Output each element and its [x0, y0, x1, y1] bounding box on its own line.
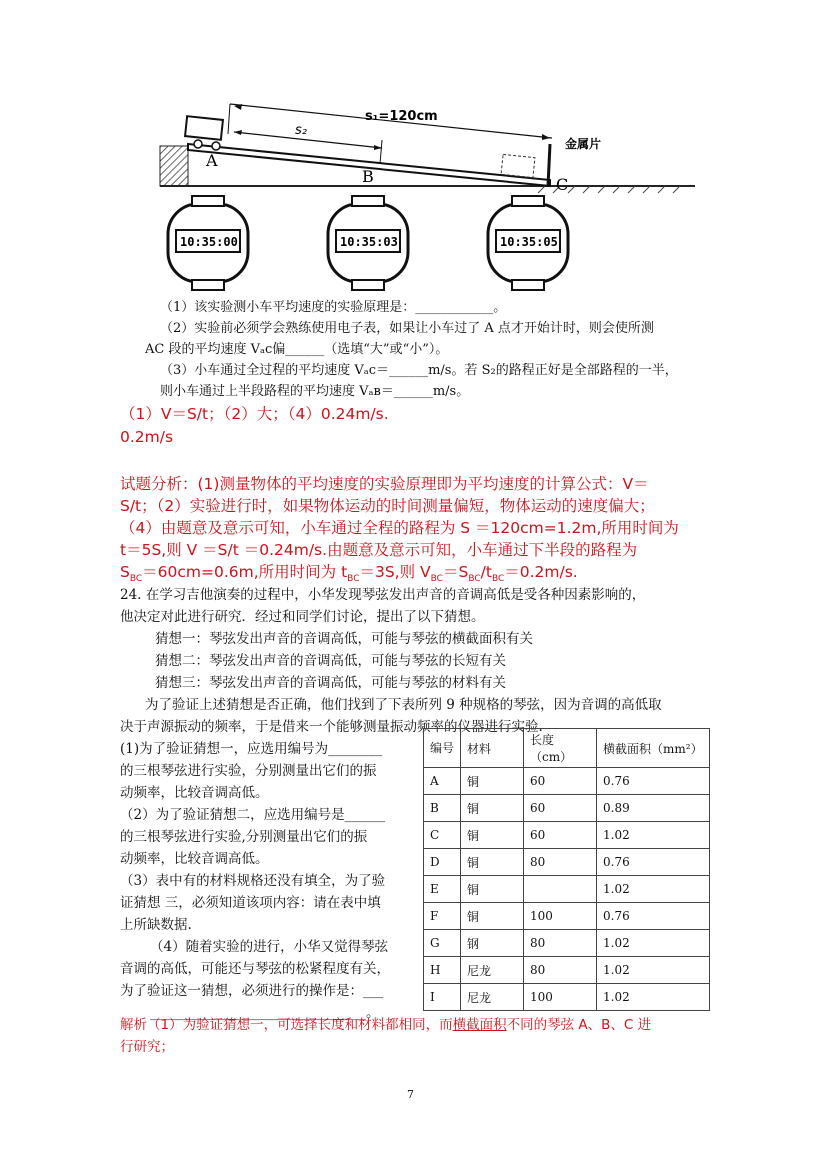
metal-plate — [548, 144, 550, 186]
q23-line-1: （1）该实验测小车平均速度的实验原理是：____________。 — [160, 300, 507, 315]
table-row: I 尼龙 100 1.02 — [424, 984, 710, 1011]
q24-sub-11: 音调的高低，可能还与琴弦的松紧程度有关， — [120, 961, 390, 977]
table-row: D 铜 80 0.76 — [424, 849, 710, 876]
q24-sub-13: ________________________________。 — [150, 1005, 380, 1021]
table-row: A 铜 60 0.76 — [424, 768, 710, 795]
answer-line-1: （1）V＝S/t；（2）大；（4）0.24m/s. — [120, 405, 389, 423]
q23-line-4: （3）小车通过全过程的平均速度 Vₐc＝______m/s。若 S₂的路程正好是全部路程的一半， — [160, 363, 678, 378]
point-c-label: C — [556, 175, 569, 194]
q24-sub-5: 的三根琴弦进行实验,分别测量出它们的振 — [120, 829, 368, 845]
table-row: C 铜 60 1.02 — [424, 822, 710, 849]
q23-line-2: （2）实验前必须学会熟练使用电子表，如果让小车过了 A 点才开始计时，则会使所测 — [160, 321, 654, 336]
table-row: E 铜 1.02 — [424, 876, 710, 903]
toy-car — [185, 116, 223, 140]
q24-sub-7: （3）表中有的材料规格还没有填全，为了验 — [120, 873, 386, 889]
table-row: F 铜 100 0.76 — [424, 903, 710, 930]
q24-sub-3: 动频率，比较音调高低。 — [120, 785, 269, 801]
point-b-label: B — [362, 167, 374, 186]
q24-sub-2: 的三根琴弦进行实验，分别测量出它们的振 — [120, 763, 377, 779]
q24-guess-3: 猜想三：琴弦发出声音的音调高低，可能与琴弦的材料有关 — [155, 675, 506, 691]
answer-line-2: 0.2m/s — [120, 428, 174, 446]
stopwatch-3 — [488, 196, 568, 290]
header-material: 材料 — [461, 729, 524, 768]
q24-sub-1: (1)为了验证猜想一，应选用编号为________ — [120, 741, 383, 757]
analysis-line-1: 试题分析：(1)测量物体的平均速度的实验原理即为平均速度的计算公式：V＝ — [120, 475, 649, 493]
clock-reading-3: 10:35:05 — [500, 235, 558, 249]
q24-sub-9: 上所缺数据. — [120, 917, 192, 933]
string-spec-table — [423, 728, 710, 1011]
stopwatch-2 — [328, 196, 408, 290]
q24-guess-1: 猜想一：琴弦发出声音的音调高低，可能与琴弦的横截面积有关 — [155, 631, 533, 647]
car-ghost — [501, 154, 535, 177]
incline-figure — [150, 100, 700, 300]
header-area: 横截面积（mm²） — [597, 729, 710, 768]
q23-line-3: AC 段的平均速度 Vₐc偏______（选填“大”或“小”）。 — [145, 342, 449, 357]
q24-para-2: 决于声源振动的频率，于是借来一个能够测量振动频率的仪器进行实验. — [120, 719, 543, 735]
q24-para-1: 为了验证上述猜想是否正确，他们找到了下表所列 9 种规格的琴弦，因为音调的高低取 — [145, 697, 662, 713]
s1-label: s₁=120cm — [365, 109, 438, 124]
table-row: H 尼龙 80 1.02 — [424, 957, 710, 984]
header-id: 编号 — [424, 729, 461, 768]
clock-reading-1: 10:35:00 — [180, 235, 238, 249]
q24-intro-1: 24. 在学习吉他演奏的过程中，小华发现琴弦发出声音的音调高低是受各种因素影响的， — [120, 587, 646, 603]
q24-sub-4: （2）为了验证猜想二，应选用编号是______ — [120, 807, 386, 823]
table-header-row — [424, 729, 710, 768]
clock-reading-2: 10:35:03 — [340, 235, 398, 249]
q24-sub-10: （4）随着实验的进行，小华又觉得琴弦 — [150, 939, 389, 955]
solution-line-1: 解析（1）为验证猜想一，可选择长度和材料都相同，而横截面积不同的琴弦 A、B、C 进 — [120, 1017, 652, 1033]
solution-line-2: 行研究； — [120, 1039, 174, 1055]
analysis-line-4: t＝5S,则 V ＝S/t ＝0.24m/s.由题意及意示可知，小车通过下半段的路程为 — [120, 541, 638, 559]
point-a-label: A — [206, 151, 218, 170]
analysis-line-3: （4）由题意及意示可知，小车通过全程的路程为 S ＝120cm=1.2m,所用时间为 — [120, 519, 679, 537]
table-row: G 钢 80 1.02 — [424, 930, 710, 957]
metal-label: 金属片 — [565, 137, 602, 151]
stopwatch-1 — [168, 196, 248, 290]
s2-label: s₂ — [295, 123, 307, 138]
support-block — [160, 146, 188, 186]
q24-sub-12: 为了验证这一猜想，必须进行的操作是：___ — [120, 983, 384, 999]
q24-sub-6: 动频率，比较音调高低。 — [120, 851, 269, 867]
q24-intro-2: 他决定对此进行研究．经过和同学们讨论，提出了以下猜想。 — [120, 609, 485, 625]
table-row: B 铜 60 0.89 — [424, 795, 710, 822]
q24-sub-8: 证猜想 三，必须知道该项内容：请在表中填 — [120, 895, 381, 911]
page-number: 7 — [407, 1088, 414, 1101]
q24-guess-2: 猜想二：琴弦发出声音的音调高低，可能与琴弦的长短有关 — [155, 653, 506, 669]
analysis-line-5: $S_{BC}=60cm=0.6m$,所用时间为 $t_{BC}=3S$,则 $V_{BC}=S_{BC}/t_{BC}=0.2m/s$. — [120, 563, 578, 585]
q23-line-5: 则小车通过上半段路程的平均速度 Vₐʙ＝______m/s。 — [160, 384, 470, 399]
analysis-line-2: S/t；（2）实验进行时，如果物体运动的时间测量偏短，物体运动的速度偏大； — [120, 497, 655, 515]
header-length: 长度（cm） — [524, 729, 597, 768]
